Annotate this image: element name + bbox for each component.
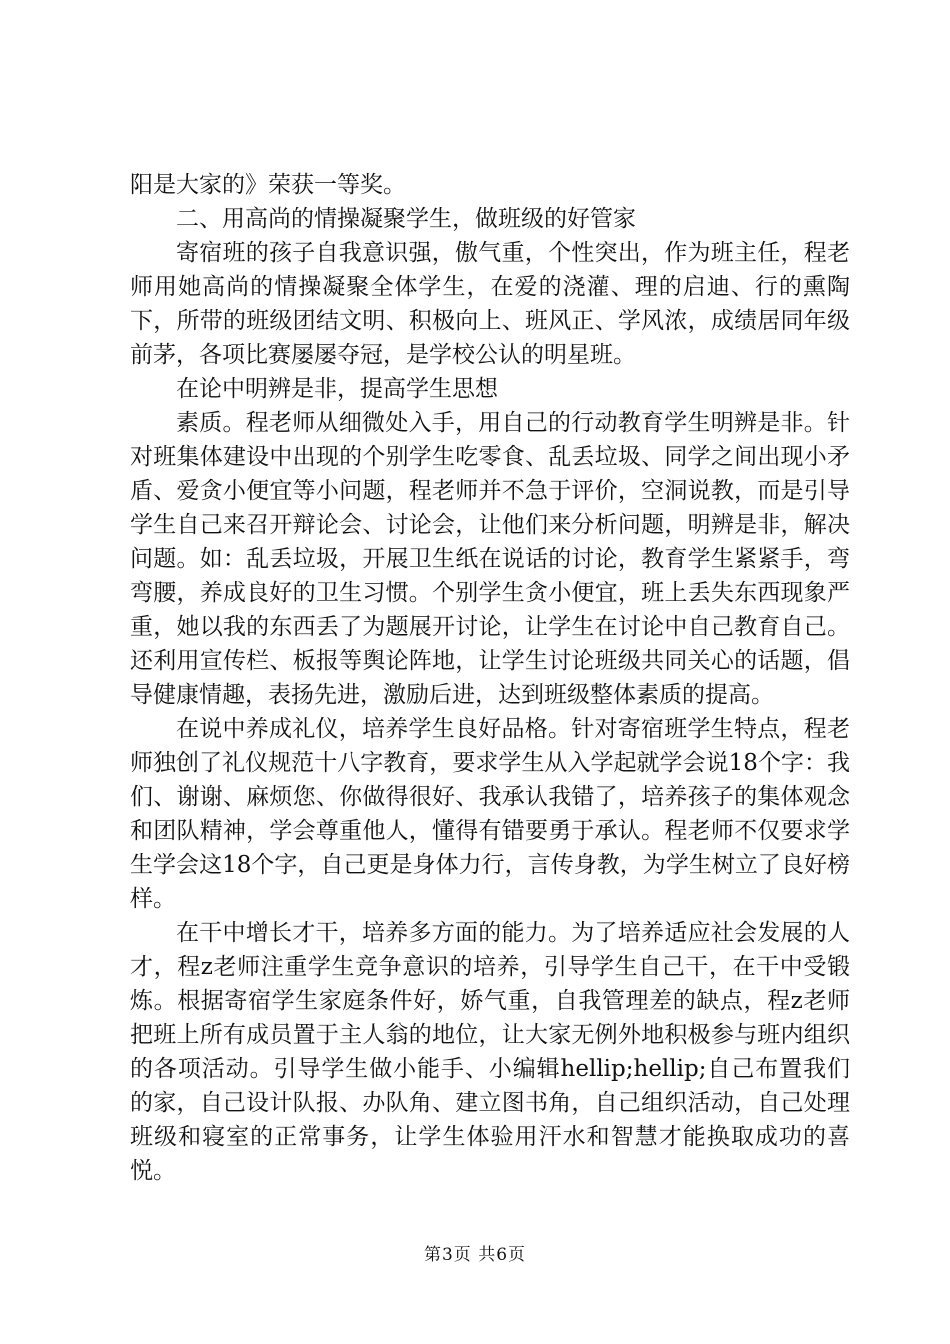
subsection-heading: 在论中明辨是非，提高学生思想 <box>176 376 498 402</box>
paragraph: 在干中增长才干，培养多方面的能力。为了培养适应社会发展的人才，程z老师注重学生竞争意识的培养，引导学生自己干，在干中受锻炼。根据寄宿学生家庭条件好，娇气重，自我管理差的缺点，程z老师把班上所有成员置于主人翁的地位，让大家无例外地积极参与班内组织的各项活动。引导学生做小能手、小编辑hellip;hellip;自己布置我们的家，自己设计队报、办队角、建立图书角，自己组织活动，自己处理班级和寝室的正常事务，让学生体验用汗水和智慧才能换取成功的喜悦。 <box>130 920 850 1184</box>
paragraph: 寄宿班的孩子自我意识强，傲气重，个性突出，作为班主任，程老师用她高尚的情操凝聚全体学生，在爱的浇灌、理的启迪、行的熏陶下，所带的班级团结文明、积极向上、班风正、学风浓，成绩居同年级前茅，各项比赛屡屡夺冠，是学校公认的明星班。 <box>130 240 850 368</box>
paragraph: 在说中养成礼仪，培养学生良好品格。针对寄宿班学生特点，程老师独创了礼仪规范十八字教育，要求学生从入学起就学会说18个字：我们、谢谢、麻烦您、你做得很好、我承认我错了，培养孩子的集体观念和团队精神，学会尊重他人，懂得有错要勇于承认。程老师不仅要求学生学会这18个字，自己更是身体力行，言传身教，为学生树立了良好榜样。 <box>130 716 850 912</box>
paragraph: 素质。程老师从细微处入手，用自己的行动教育学生明辨是非。针对班集体建设中出现的个别学生吃零食、乱丢垃圾、同学之间出现小矛盾、爱贪小便宜等小问题，程老师并不急于评价，空洞说教，而是引导学生自己来召开辩论会、讨论会，让他们来分析问题，明辨是非，解决问题。如：乱丢垃圾，开展卫生纸在说话的讨论，教育学生紧紧手，弯弯腰，养成良好的卫生习惯。个别学生贪小便宜，班上丢失东西现象严重，她以我的东西丢了为题展开讨论，让学生在讨论中自己教育自己。还利用宣传栏、板报等舆论阵地，让学生讨论班级共同关心的话题，倡导健康情趣，表扬先进，激励后进，达到班级整体素质的提高。 <box>130 410 850 708</box>
paragraph: 阳是大家的》荣获一等奖。 <box>130 172 406 198</box>
document-body <box>130 168 850 1188</box>
page-footer <box>0 1240 950 1265</box>
section-heading: 二、用高尚的情操凝聚学生，做班级的好管家 <box>176 206 636 232</box>
page-number: 第3页 共6页 <box>423 1245 527 1265</box>
